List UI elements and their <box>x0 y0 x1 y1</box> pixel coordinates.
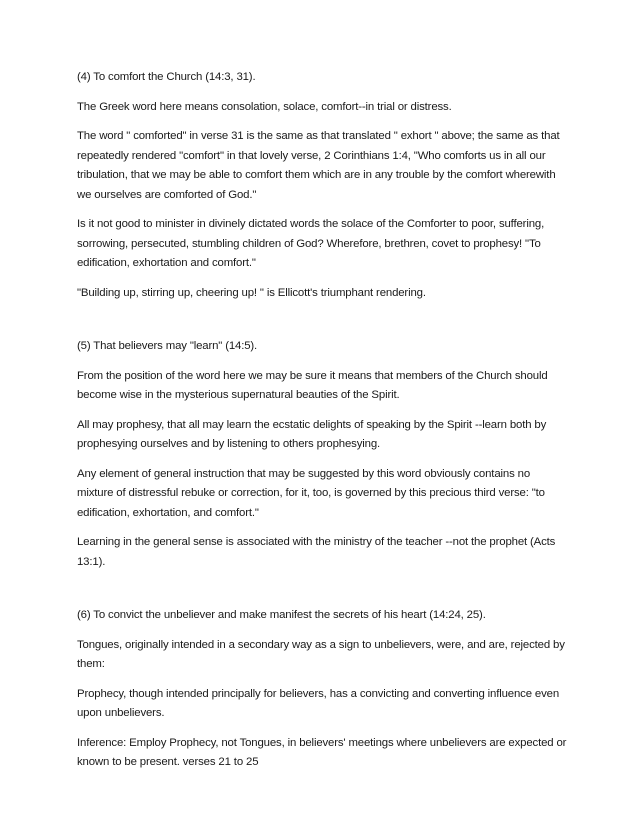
section-heading: (5) That believers may "learn" (14:5). <box>77 340 258 352</box>
section-gap <box>77 582 567 606</box>
paragraph: The word " comforted" in verse 31 is the same as that translated " exhort " above; the same as that repeatedly rendered "comfort" in that lovely verse, 2 Corinthians 1:4, "Who comforts us in all our tribulation, that we may be able to comfort them which are in any trouble by the comfort wherewith we ourselves are comforted of God." <box>77 130 560 201</box>
paragraph: All may prophesy, that all may learn the ecstatic delights of speaking by the Spirit --learn both by prophesying ourselves and by listening to others prophesying. <box>77 418 547 450</box>
paragraph: Learning in the general sense is associated with the ministry of the teacher --not the prophet (Acts 13:1). <box>77 536 556 568</box>
paragraph: From the position of the word here we may be sure it means that members of the Church should become wise in the mysterious supernatural beauties of the Spirit. <box>77 369 548 401</box>
document-page <box>77 68 567 783</box>
paragraph: Inference: Employ Prophecy, not Tongues, in believers' meetings where unbelievers are expected or known to be present. verses 21 to 25 <box>77 736 567 768</box>
section-gap <box>77 313 567 337</box>
paragraph: "Building up, stirring up, cheering up! " is Ellicott's triumphant rendering. <box>77 286 426 299</box>
paragraph: The Greek word here means consolation, solace, comfort--in trial or distress. <box>77 100 452 113</box>
section-heading: (6) To convict the unbeliever and make manifest the secrets of his heart (14:24, 25). <box>77 609 486 621</box>
paragraph: Is it not good to minister in divinely dictated words the solace of the Comforter to poor, suffering, sorrowing, persecuted, stumbling children of God? Wherefore, brethren, covet to prophesy! "To edification, exhortation and comfort." <box>77 218 545 269</box>
paragraph: Prophecy, though intended principally for believers, has a convicting and converting influence even upon unbelievers. <box>77 687 560 719</box>
section-heading: (4) To comfort the Church (14:3, 31). <box>77 71 256 83</box>
paragraph: Any element of general instruction that may be suggested by this word obviously contains no mixture of distressful rebuke or correction, for it, too, is governed by this precious third verse: "to edification, exhortation, and comfort." <box>77 467 545 519</box>
paragraph: Tongues, originally intended in a secondary way as a sign to unbelievers, were, and are, rejected by them: <box>77 638 565 670</box>
